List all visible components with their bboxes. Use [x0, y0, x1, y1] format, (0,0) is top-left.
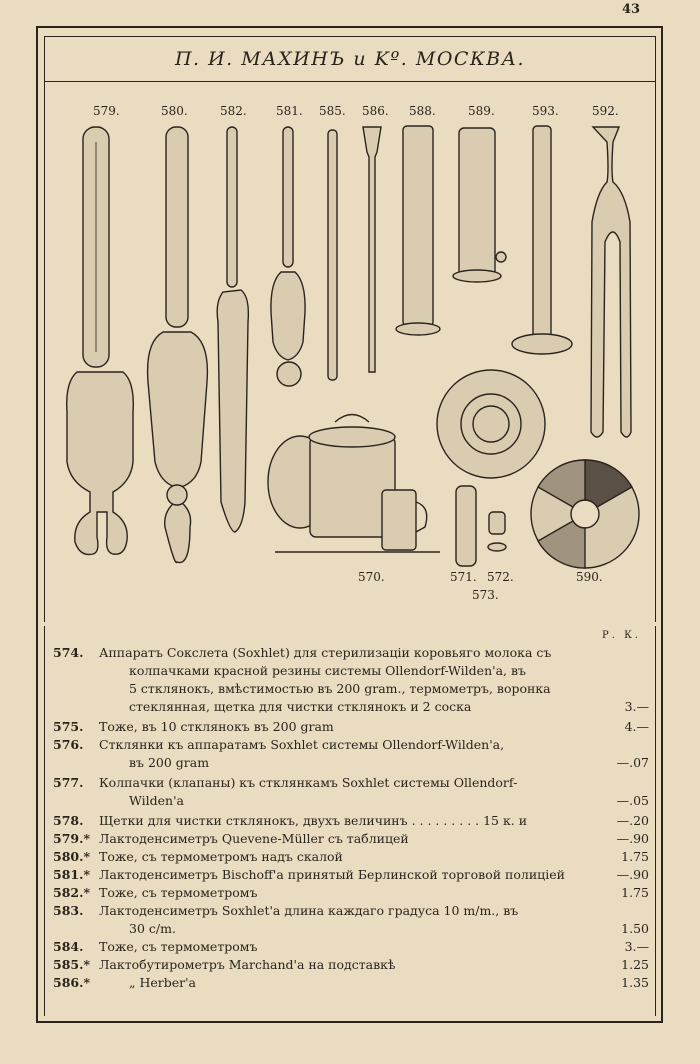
figure-589-cylinder	[453, 128, 506, 282]
figure-579-lactodensimeter	[67, 127, 134, 555]
figure-label: 579.	[93, 104, 120, 118]
list-item	[53, 736, 649, 772]
instruments-engraving	[45, 82, 657, 622]
page-number: 43	[622, 2, 641, 17]
item-line: „ Herber'а	[129, 975, 196, 990]
item-line: Лактоденсиметръ Bischoff'а принятый Берлинской торговой полицiей	[99, 867, 565, 882]
item-price: —.90	[616, 867, 649, 882]
item-line: въ 200 gram	[129, 755, 210, 770]
figure-label: 582.	[220, 104, 247, 118]
item-line: Лактоденсиметръ Soxhlet'а длина каждаго градуса 10 m/m., въ	[99, 903, 519, 918]
figure-586-butyrometer	[363, 127, 381, 372]
item-number: 579.*	[53, 831, 90, 846]
figure-label: 585.	[319, 104, 346, 118]
item-line: Тоже, съ термометромъ надъ скалой	[99, 849, 343, 864]
figure-label: 588.	[409, 104, 436, 118]
price-list	[44, 626, 656, 1016]
figure-582-lactodensimeter	[217, 127, 248, 532]
list-item	[53, 774, 649, 810]
list-item	[53, 848, 649, 866]
item-number: 581.*	[53, 867, 90, 882]
item-line: стеклянная, щетка для чистки стклянокъ и 2 соска	[129, 699, 472, 714]
item-line: Wilden'а	[129, 793, 184, 808]
price-column-header: Р. К.	[601, 630, 641, 641]
item-line: Лактоденсиметръ Quevene-Müller съ таблицей	[99, 831, 409, 846]
figure-580-lactodensimeter-thermometer	[148, 127, 208, 563]
figure-573-nipple	[488, 543, 506, 551]
item-price: 4.—	[624, 719, 649, 734]
item-number: 580.*	[53, 849, 90, 864]
figure-label: 590.	[576, 570, 603, 584]
item-number: 583.	[53, 903, 84, 918]
item-line: Тоже, съ термометромъ	[99, 885, 258, 900]
list-item	[53, 830, 649, 848]
item-number: 577.	[53, 775, 84, 790]
figure-585-butyrometer	[328, 130, 337, 380]
list-item	[53, 884, 649, 902]
list-item	[53, 866, 649, 884]
item-number: 578.	[53, 813, 84, 828]
list-item	[53, 902, 649, 938]
item-number: 584.	[53, 939, 84, 954]
item-line: Лактобутирометръ Marchand'а на подставкѣ	[99, 957, 396, 972]
item-number: 585.*	[53, 957, 90, 972]
item-line: Щетки для чистки стклянокъ, двухъ величинъ . . . . . . . . . 15 к. и	[99, 813, 528, 828]
figure-label: 581.	[276, 104, 303, 118]
figure-label: 593.	[532, 104, 559, 118]
list-item	[53, 718, 649, 736]
item-line: 5 стклянокъ, вмѣстимостью въ 200 gram., термометръ, воронка	[129, 681, 551, 696]
list-item	[53, 938, 649, 956]
list-item	[53, 644, 649, 716]
item-price: 1.75	[621, 849, 649, 864]
item-line: Тоже, съ термометромъ	[99, 939, 258, 954]
item-price: 1.50	[621, 921, 649, 936]
figure-label: 573.	[472, 588, 499, 602]
figure-588-cylinder	[396, 126, 440, 335]
figure-label: 580.	[161, 104, 188, 118]
figure-570-soxhlet-apparatus	[268, 415, 440, 553]
figure-label: 589.	[468, 104, 495, 118]
item-line: Стклянки къ аппаратамъ Soxhlet системы Ollendorf-Wilden'а,	[99, 737, 505, 752]
item-line: Аппаратъ Сокслета (Soxhlet) для стерилизацiи коровьяго молока съ	[99, 645, 552, 660]
item-line: колпачками красной резины системы Ollendorf-Wilden'а, въ	[129, 663, 526, 678]
item-line: Колпачки (клапаны) къ стклянкамъ Soxhlet системы Ollendorf-	[99, 775, 518, 790]
item-number: 574.	[53, 645, 84, 660]
figure-590-disc	[531, 460, 639, 568]
figure-592-fork	[591, 127, 631, 437]
figure-label: 570.	[358, 570, 385, 584]
figure-label: 571.	[450, 570, 477, 584]
figure-593-stand	[512, 126, 572, 354]
figure-581-lactodensimeter	[271, 127, 305, 386]
item-price: —.07	[616, 755, 649, 770]
figure-label: 572.	[487, 570, 514, 584]
figure-571-bottle	[456, 486, 476, 566]
item-number: 582.*	[53, 885, 90, 900]
figure-572-cap	[489, 512, 505, 534]
page-title: П. И. МАХИНЪ и Kº. МОСКВА.	[44, 36, 656, 82]
item-line: Тоже, въ 10 стклянокъ въ 200 gram	[99, 719, 334, 734]
item-price: —.20	[616, 813, 649, 828]
item-price: —.90	[616, 831, 649, 846]
figure-disc-plate	[437, 370, 545, 478]
list-item	[53, 974, 649, 992]
figure-label: 592.	[592, 104, 619, 118]
illustration-panel	[44, 82, 656, 622]
item-number: 576.	[53, 737, 84, 752]
item-number: 586.*	[53, 975, 90, 990]
item-price: 1.35	[621, 975, 649, 990]
item-price: 3.—	[624, 939, 649, 954]
item-price: 1.75	[621, 885, 649, 900]
item-line: 30 c/m.	[129, 921, 176, 936]
item-price: 1.25	[621, 957, 649, 972]
list-item	[53, 812, 649, 830]
figure-label: 586.	[362, 104, 389, 118]
item-price: —.05	[616, 793, 649, 808]
item-number: 575.	[53, 719, 84, 734]
item-price: 3.—	[624, 699, 649, 714]
list-item	[53, 956, 649, 974]
